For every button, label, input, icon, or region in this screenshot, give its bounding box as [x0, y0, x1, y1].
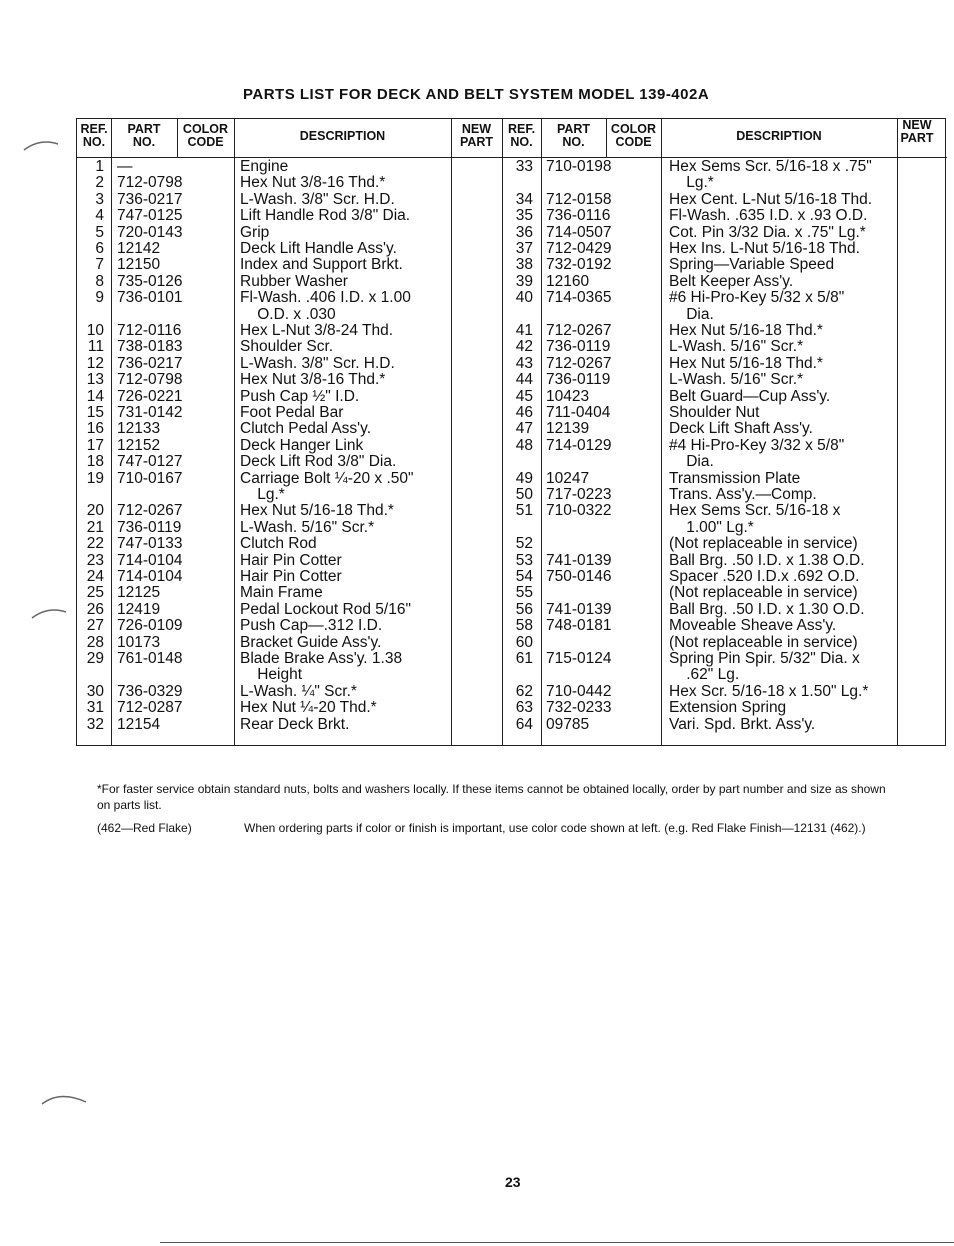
description-cell: Lg.*: [240, 486, 285, 503]
ref-cell: 49: [515, 469, 533, 487]
description-cell: Main Frame: [240, 584, 323, 602]
part-no-cell: 712-0429: [546, 240, 612, 257]
ref-cell: 8: [95, 272, 104, 290]
description-cell: L-Wash. 5/16" Scr.*: [669, 371, 804, 389]
description-cell: Hex Nut 5/16-18 Thd.*: [669, 354, 823, 372]
part-no-cell: 710-0198: [546, 158, 612, 175]
bottom-rule: [160, 1242, 954, 1243]
ref-cell: 22: [86, 535, 104, 553]
ref-cell: 36: [515, 223, 533, 241]
description-cell: Push Cap—.312 I.D.: [240, 617, 383, 635]
ref-cell: 21: [86, 518, 104, 536]
part-no-cell: 741-0139: [546, 600, 612, 618]
description-cell: L-Wash. 3/8" Scr. H.D.: [240, 354, 395, 372]
part-no-cell: 714-0104: [117, 551, 183, 569]
ref-cell: 53: [515, 551, 533, 569]
part-no-cell: 12152: [117, 436, 161, 454]
part-no-cell: 712-0267: [546, 322, 612, 339]
ref-cell: 24: [86, 568, 104, 585]
ref-cell: 50: [515, 486, 533, 503]
description-cell: Extension Spring: [669, 699, 787, 717]
ref-cell: 4: [95, 207, 104, 225]
description-cell: Height: [240, 666, 303, 684]
description-cell: Shoulder Scr.: [240, 338, 334, 356]
ref-cell: 58: [515, 617, 533, 635]
ref-cell: 34: [515, 190, 533, 208]
ref-cell: 31: [86, 699, 104, 717]
part-no-cell: 714-0129: [546, 436, 612, 454]
description-cell: Hex Nut 5/16-18 Thd.*: [240, 502, 394, 520]
part-no-cell: 741-0139: [546, 551, 612, 569]
part-no-cell: —: [117, 158, 133, 175]
part-no-cell: 10173: [117, 633, 161, 651]
header-ref-no: REF. NO.: [80, 122, 108, 149]
description-cell: Rubber Washer: [240, 272, 348, 290]
part-no-cell: 735-0126: [117, 272, 183, 290]
scan-mark: [22, 138, 62, 152]
ref-cell: 40: [515, 289, 533, 307]
description-cell: Hex L-Nut 3/8-24 Thd.: [240, 322, 394, 339]
ref-cell: 26: [86, 600, 104, 618]
part-no-cell: 710-0167: [117, 469, 183, 487]
description-cell: Spring Pin Spir. 5/32" Dia. x: [669, 650, 860, 667]
part-no-cell: 10423: [546, 387, 590, 405]
part-no-cell: 712-0116: [117, 322, 182, 339]
description-cell: Deck Lift Handle Ass'y.: [240, 240, 397, 257]
description-cell: Cot. Pin 3/32 Dia. x .75" Lg.*: [669, 223, 866, 241]
ref-cell: 61: [515, 650, 533, 667]
description-cell: L-Wash. 3/8" Scr. H.D.: [240, 190, 395, 208]
ref-cell: 10: [86, 322, 104, 339]
description-cell: Deck Lift Shaft Ass'y.: [669, 420, 813, 438]
description-cell: Hair Pin Cotter: [240, 568, 342, 585]
description-cell: Foot Pedal Bar: [240, 404, 344, 421]
part-no-cell: 738-0183: [117, 338, 183, 356]
ref-cell: 3: [95, 190, 104, 208]
part-no-cell: 714-0507: [546, 223, 612, 241]
page-number: 23: [505, 1174, 521, 1190]
description-cell: Transmission Plate: [669, 469, 801, 487]
ref-cell: 7: [95, 256, 104, 274]
ref-cell: 56: [515, 600, 533, 618]
description-cell: Carriage Bolt ¼-20 x .50": [240, 469, 414, 487]
part-no-cell: 731-0142: [117, 404, 183, 421]
ref-cell: 35: [515, 207, 533, 225]
ref-cell: 46: [515, 404, 533, 421]
part-no-cell: 12133: [117, 420, 161, 438]
description-cell: Push Cap ½" I.D.: [240, 387, 360, 405]
description-cell: Rear Deck Brkt.: [240, 715, 350, 733]
description-cell: Dia.: [669, 305, 714, 323]
ref-cell: 60: [515, 633, 533, 651]
description-cell: Fl-Wash. .406 I.D. x 1.00: [240, 289, 411, 307]
ref-cell: 54: [515, 568, 533, 585]
ref-cell: 51: [515, 502, 533, 520]
description-cell: Pedal Lockout Rod 5/16": [240, 600, 411, 618]
part-no-cell: 720-0143: [117, 223, 183, 241]
ref-cell: 16: [86, 420, 104, 438]
part-no-cell: 736-0101: [117, 289, 183, 307]
description-cell: Blade Brake Ass'y. 1.38: [240, 650, 403, 667]
description-cell: Shoulder Nut: [669, 404, 760, 421]
description-cell: Hex Nut ¼-20 Thd.*: [240, 699, 377, 717]
col-rule: [661, 119, 662, 745]
footnote: *For faster service obtain standard nuts, bolts and washers locally. If these items cannot be obtained locally, order by part number and size as shown on parts list.: [97, 782, 886, 812]
part-no-cell: 736-0329: [117, 682, 183, 700]
ref-cell: 25: [86, 584, 104, 602]
ref-cell: 37: [515, 240, 533, 257]
part-no-cell: 736-0217: [117, 190, 183, 208]
part-no-cell: 761-0148: [117, 650, 183, 667]
col-rule: [234, 119, 235, 745]
part-no-cell: 715-0124: [546, 650, 612, 667]
part-no-cell: 750-0146: [546, 568, 612, 585]
description-cell: Hex Nut 3/8-16 Thd.*: [240, 371, 386, 389]
description-cell: Lg.*: [669, 174, 714, 192]
ref-cell: 28: [86, 633, 104, 651]
description-cell: Ball Brg. .50 I.D. x 1.30 O.D.: [669, 600, 865, 618]
ref-cell: 41: [515, 322, 533, 339]
description-cell: Grip: [240, 223, 270, 241]
ref-cell: 12: [86, 354, 104, 372]
description-cell: Engine: [240, 158, 289, 175]
part-no-cell: 732-0233: [546, 699, 612, 717]
ref-cell: 18: [86, 453, 104, 471]
description-cell: Hex Nut 5/16-18 Thd.*: [669, 322, 823, 339]
page-title: PARTS LIST FOR DECK AND BELT SYSTEM MODEL 139-402A: [243, 86, 710, 103]
description-cell: Clutch Pedal Ass'y.: [240, 420, 372, 438]
description-cell: Moveable Sheave Ass'y.: [669, 617, 837, 635]
col-rule: [111, 119, 112, 745]
ref-cell: 30: [86, 682, 104, 700]
ref-cell: 38: [515, 256, 533, 274]
header-part-no: PART NO.: [556, 122, 591, 149]
description-cell: Deck Hanger Link: [240, 436, 364, 454]
description-cell: L-Wash. ¼" Scr.*: [240, 682, 357, 700]
description-cell: Dia.: [669, 453, 714, 471]
ref-cell: 14: [86, 387, 104, 405]
ref-cell: 20: [86, 502, 104, 520]
ref-cell: 52: [515, 535, 533, 553]
ref-cell: 48: [515, 436, 533, 454]
ref-cell: 33: [515, 158, 533, 175]
header-description: DESCRIPTION: [736, 129, 822, 143]
ref-cell: 9: [95, 289, 104, 307]
part-no-cell: 12154: [117, 715, 161, 733]
ref-cell: 43: [515, 354, 533, 372]
description-cell: (Not replaceable in service): [669, 633, 858, 651]
description-cell: (Not replaceable in service): [669, 584, 858, 602]
part-no-cell: 736-0217: [117, 354, 183, 372]
description-cell: Hex Nut 3/8-16 Thd.*: [240, 174, 386, 192]
description-cell: L-Wash. 5/16" Scr.*: [669, 338, 804, 356]
description-cell: Trans. Ass'y.—Comp.: [669, 486, 817, 503]
description-cell: Hex Sems Scr. 5/16-18 x: [669, 502, 841, 520]
color-code-note: When ordering parts if color or finish is important, use color code shown at left. (e.g. Red Flake Finish—12131 (462).): [244, 821, 866, 835]
description-cell: Deck Lift Rod 3/8" Dia.: [240, 453, 397, 471]
description-cell: Hex Ins. L-Nut 5/16-18 Thd.: [669, 240, 860, 257]
part-no-cell: 712-0158: [546, 190, 612, 208]
ref-cell: 13: [86, 371, 104, 389]
part-no-cell: 710-0322: [546, 502, 612, 520]
ref-cell: 17: [86, 436, 104, 454]
ref-cell: 55: [515, 584, 533, 602]
description-cell: #4 Hi-Pro-Key 3/32 x 5/8": [669, 436, 845, 454]
description-cell: Index and Support Brkt.: [240, 256, 403, 274]
description-cell: Clutch Rod: [240, 535, 317, 553]
part-no-cell: 726-0221: [117, 387, 183, 405]
header-new-part: NEW PART: [459, 122, 494, 149]
description-cell: Spring—Variable Speed: [669, 256, 835, 274]
part-no-cell: 712-0287: [117, 699, 183, 717]
description-cell: Belt Guard—Cup Ass'y.: [669, 387, 831, 405]
part-no-cell: 712-0267: [117, 502, 183, 520]
description-cell: Hex Scr. 5/16-18 x 1.50" Lg.*: [669, 682, 869, 700]
part-no-cell: 712-0267: [546, 354, 612, 372]
ref-cell: 19: [86, 469, 104, 487]
description-cell: Hex Cent. L-Nut 5/16-18 Thd.: [669, 190, 873, 208]
part-no-cell: 12125: [117, 584, 161, 602]
description-cell: (Not replaceable in service): [669, 535, 858, 553]
scan-mark: [40, 1088, 90, 1108]
header-color-code: COLOR CODE: [182, 122, 229, 149]
description-cell: Spacer .520 I.D.x .692 O.D.: [669, 568, 860, 585]
ref-cell: 42: [515, 338, 533, 356]
description-cell: Ball Brg. .50 I.D. x 1.38 O.D.: [669, 551, 865, 569]
part-no-cell: 736-0119: [546, 338, 611, 356]
ref-cell: 44: [515, 371, 533, 389]
ref-cell: 27: [86, 617, 104, 635]
description-cell: Bracket Guide Ass'y.: [240, 633, 382, 651]
description-cell: 1.00" Lg.*: [669, 518, 754, 536]
part-no-cell: 748-0181: [546, 617, 612, 635]
part-no-cell: 726-0109: [117, 617, 183, 635]
ref-cell: 2: [95, 174, 104, 192]
part-no-cell: 714-0104: [117, 568, 183, 585]
part-no-cell: 10247: [546, 469, 590, 487]
part-no-cell: 717-0223: [546, 486, 612, 503]
parts-table: [76, 118, 946, 746]
description-cell: Hex Sems Scr. 5/16-18 x .75": [669, 158, 872, 175]
ref-cell: 39: [515, 272, 533, 290]
part-no-cell: 714-0365: [546, 289, 612, 307]
part-no-cell: 732-0192: [546, 256, 612, 274]
description-cell: Lift Handle Rod 3/8" Dia.: [240, 207, 411, 225]
col-rule: [541, 119, 542, 745]
description-cell: Vari. Spd. Brkt. Ass'y.: [669, 715, 816, 733]
part-no-cell: 712-0798: [117, 174, 183, 192]
ref-cell: 1: [95, 158, 104, 175]
scan-mark: [30, 606, 70, 620]
ref-cell: 47: [515, 420, 533, 438]
part-no-cell: 736-0116: [546, 207, 611, 225]
header-part-no: PART NO.: [127, 122, 161, 149]
description-cell: Belt Keeper Ass'y.: [669, 272, 794, 290]
ref-cell: 5: [95, 223, 104, 241]
ref-cell: 63: [515, 699, 533, 717]
part-no-cell: 12160: [546, 272, 590, 290]
description-cell: Fl-Wash. .635 I.D. x .93 O.D.: [669, 207, 868, 225]
color-code-example: (462—Red Flake): [97, 821, 192, 835]
ref-cell: 6: [95, 240, 104, 257]
ref-cell: 11: [87, 338, 104, 356]
part-no-cell: 12419: [117, 600, 161, 618]
description-cell: O.D. x .030: [240, 305, 336, 323]
description-cell: #6 Hi-Pro-Key 5/32 x 5/8": [669, 289, 845, 307]
header-color-code: COLOR CODE: [610, 122, 657, 149]
ref-cell: 32: [86, 715, 104, 733]
part-no-cell: 09785: [546, 715, 590, 733]
part-no-cell: 747-0133: [117, 535, 183, 553]
part-no-cell: 736-0119: [117, 518, 182, 536]
part-no-cell: 12142: [117, 240, 161, 257]
header-new-part: NEW PART: [900, 118, 934, 145]
ref-cell: 45: [515, 387, 533, 405]
part-no-cell: 747-0127: [117, 453, 183, 471]
description-cell: Hair Pin Cotter: [240, 551, 342, 569]
part-no-cell: 736-0119: [546, 371, 611, 389]
part-no-cell: 12150: [117, 256, 161, 274]
part-no-cell: 12139: [546, 420, 590, 438]
part-no-cell: 747-0125: [117, 207, 183, 225]
header-description: DESCRIPTION: [299, 129, 386, 143]
description-cell: L-Wash. 5/16" Scr.*: [240, 518, 375, 536]
ref-cell: 62: [515, 682, 533, 700]
part-no-cell: 712-0798: [117, 371, 183, 389]
header-ref-no: REF. NO.: [507, 122, 536, 149]
description-cell: .62" Lg.: [669, 666, 740, 684]
ref-cell: 64: [515, 715, 533, 733]
part-no-cell: 711-0404: [546, 404, 611, 421]
ref-cell: 15: [86, 404, 104, 421]
part-no-cell: 710-0442: [546, 682, 612, 700]
ref-cell: 23: [86, 551, 104, 569]
ref-cell: 29: [86, 650, 104, 667]
